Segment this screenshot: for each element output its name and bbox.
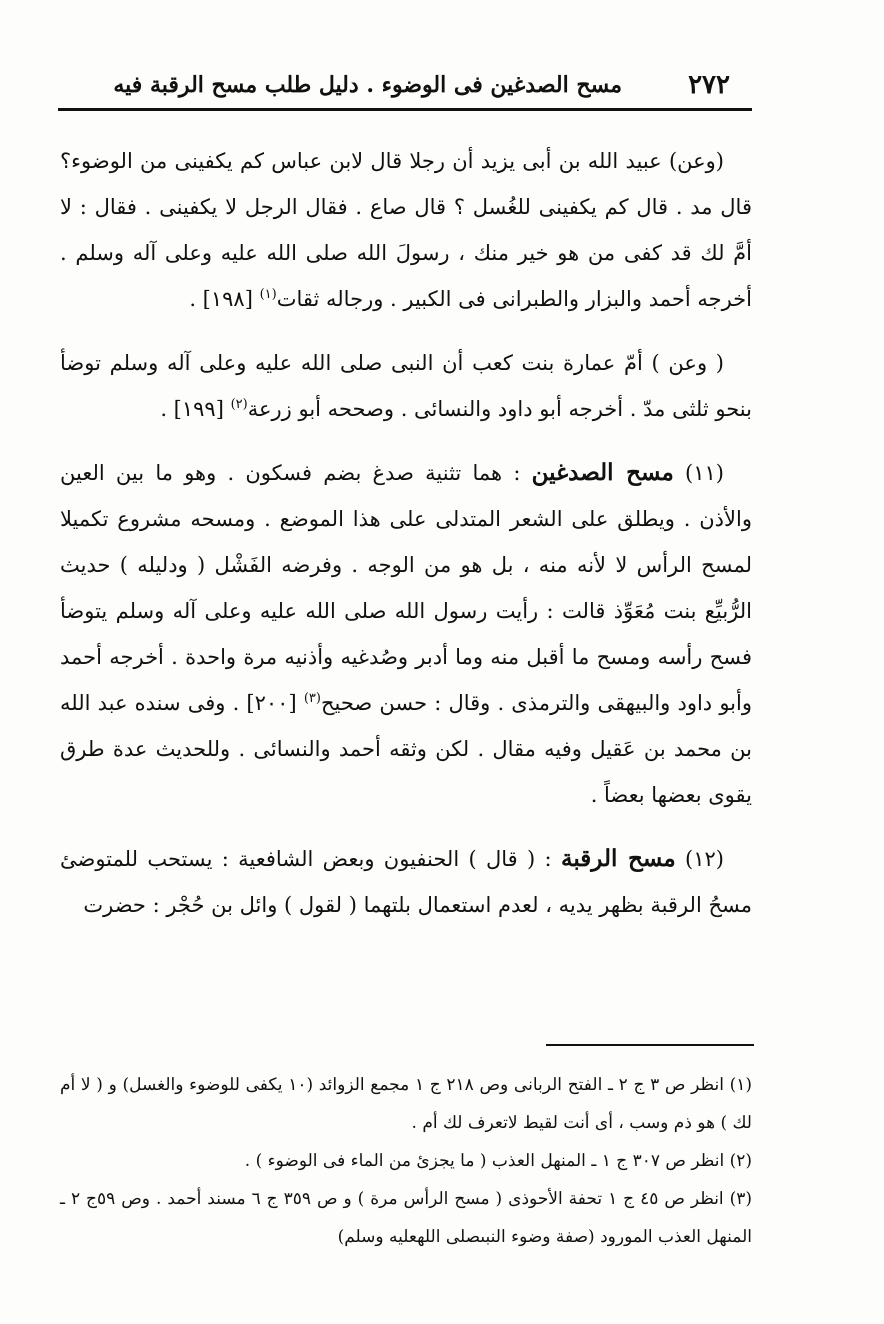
- hadith-number: [١٩٨] .: [189, 287, 260, 311]
- paragraph-text: : هما تثنية صدغ بضم فسكون . وهو ما بين العين والأذن . ويطلق على الشعر المتدلى على هذا الموضع . ومسحه مشروع تكميلا لمسح الرأس لا لأنه منه ، بل هو من الوجه . وفرضه الفَشْل ( ودليله ) حديث الرُّبيِّع بنت مُعَوِّذ قالت : رأيت رسول الله صلى الله عليه وعلى آله وسلم يتوضأ فسح رأسه ومسح ما أقبل منه وما أدبر وصُدغيه وأذنيه مرة واحدة . أخرجه أحمد وأبو داود والبيهقى والترمذى . وقال : حسن صحيح: [60, 461, 752, 715]
- section-temples: [60, 450, 752, 818]
- header-rule: [58, 108, 752, 111]
- paragraph-text: (وعن) عبيد الله بن أبى يزيد أن رجلا قال لابن عباس كم يكفينى من الوضوء؟ قال مد . قال كم يكفينى للغُسل ؟ قال صاع . فقال الرجل لا يكفينى . فقال : لا أمَّ لك قد كفى من هو خير منك ، رسولَ الله صلى الله عليه وعلى آله وسلم . أخرجه أحمد والبزار والطبرانى فى الكبير . ورجاله ثقات: [60, 149, 752, 311]
- paragraph-continuation: [٢٠٠] . وفى سنده عبد الله بن محمد بن عَقيل وفيه مقال . لكن وثقه أحمد والنسائى . وللحديث عدة طرق يقوى بعضها بعضاً .: [60, 691, 752, 807]
- footnote-rule: [546, 1044, 754, 1046]
- section-number: (١١): [685, 461, 724, 485]
- paragraph-hadith-umm-umara: [60, 340, 752, 432]
- running-title: مسح الصدغين فى الوضوء . دليل طلب مسح الرقبة فيه: [113, 72, 622, 98]
- hadith-number: [١٩٩] .: [160, 397, 231, 421]
- section-number: (١٢): [685, 847, 724, 871]
- page-header: [60, 70, 750, 108]
- footnote-marker: (٢): [230, 397, 248, 412]
- paragraph-hadith-ibn-abbas: [60, 138, 752, 322]
- paragraph-text: ( وعن ) أمّ عمارة بنت كعب أن النبى صلى الله عليه وعلى آله وسلم توضأ بنحو ثلثى مدّ . أخرجه أبو داود والنسائى . وصححه أبو زرعة: [60, 351, 752, 421]
- footnote-marker: (١): [259, 287, 277, 302]
- page-number: ٢٧٢: [688, 70, 730, 100]
- footnotes: [60, 1066, 752, 1256]
- footnote-1: (١) انظر ص ٣ ج ٢ ـ الفتح الربانى وص ٢١٨ ج ١ مجمع الزوائد (١٠ يكفى للوضوء والغسل) و ( لا أم لك ) هو ذم وسب ، أى أنت لقيط لاتعرف لك أم .: [60, 1075, 753, 1133]
- section-term: مسح الرقبة: [560, 845, 676, 872]
- section-term: مسح الصدغين: [531, 459, 674, 486]
- body-text: [60, 138, 752, 928]
- paragraph-text: : ( قال ) الحنفيون وبعض الشافعية : يستحب للمتوضئ مسحُ الرقبة بظهر يديه ، لعدم استعمال بلتهما ( لقول ) وائل بن حُجْر : حضرت: [60, 847, 752, 917]
- section-neck: [60, 836, 752, 928]
- footnote-2: (٢) انظر ص ٣٠٧ ج ١ ـ المنهل العذب ( ما يجزئ من الماء فى الوضوء ) .: [244, 1151, 752, 1171]
- footnote-3: (٣) انظر ص ٤٥ ج ١ تحفة الأحوذى ( مسح الرأس مرة ) و ص ٣٥٩ ج ٦ مسند أحمد . وص ٥٩ج ٢ ـ المنهل العذب المورود (صفة وضوء النبىصلى اللهعليه وسلم): [60, 1189, 753, 1247]
- footnote-marker: (٣): [303, 691, 321, 706]
